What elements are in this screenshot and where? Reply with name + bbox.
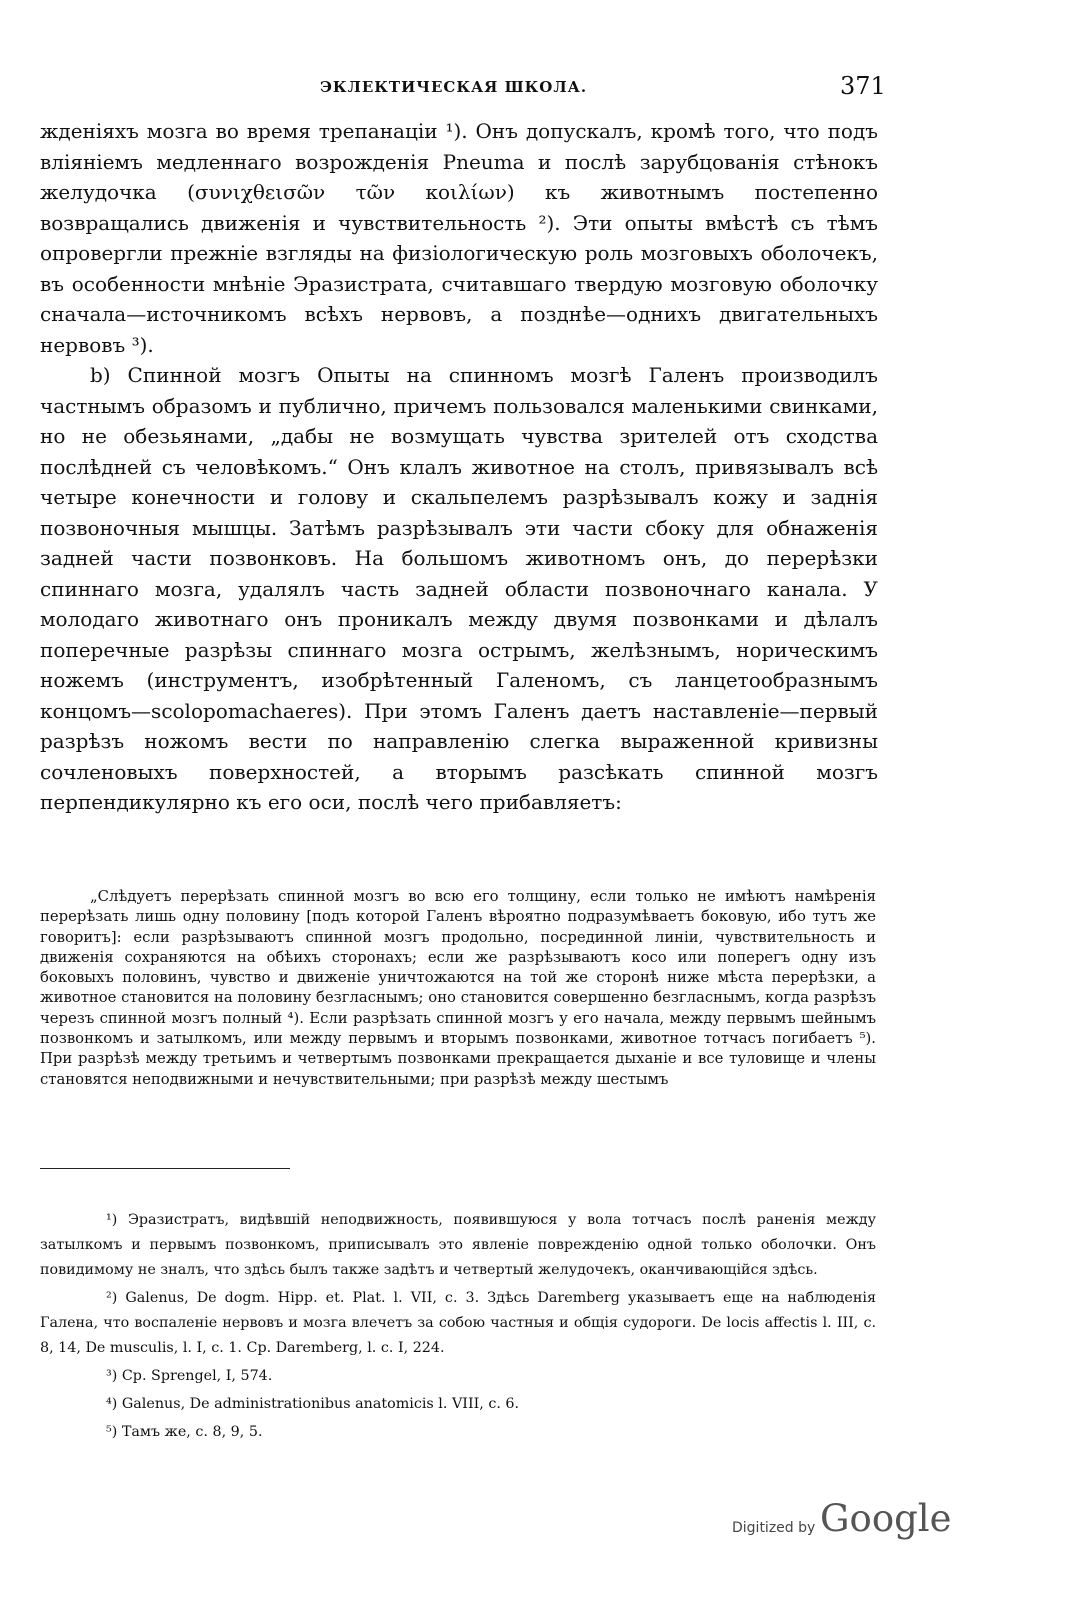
footnote-divider [40,1168,290,1169]
digitized-label: Digitized by [732,1520,816,1536]
footnote: ⁵) Тамъ же, с. 8, 9, 5. [106,1424,263,1440]
paragraph: b) Спинной мозгъ Опыты на спинномъ мозгѣ Галенъ производилъ частнымъ образомъ и публично, причемъ пользовался маленькими свинками, но не обезьянами, „дабы не возмущать чувства зрителей отъ сходства послѣдней съ человѣкомъ.“ Онъ клалъ животное на столъ, привязывалъ всѣ четыре конечности и голову и скальпелемъ разрѣзывалъ кожу и заднія позвоночныя мышцы. Затѣмъ разрѣзывалъ эти части сбоку для обнаженія задней части позвонковъ. На большомъ животномъ онъ, до перерѣзки спиннаго мозга, удалялъ часть задней области позвоночнаго канала. У молодаго животнаго онъ проникалъ между двумя позвонками и дѣлалъ поперечные разрѣзы спиннаго мозга острымъ, желѣзнымъ, норическимъ ножемъ (инструментъ, изобрѣтенный Галеномъ, съ ланцетообразнымъ концомъ—scolopomachaeres). При этомъ Галенъ даетъ наставленіе—первый разрѣзъ ножомъ вести по направленію слегка выраженной кривизны сочленовыхъ поверхностей, а вторымъ разсѣкать спинной мозгъ перпендикулярно къ его оси, послѣ чего прибавляетъ: [40,363,878,814]
block-quote: „Слѣдуетъ перерѣзать спинной мозгъ во всю его толщину, если только не имѣютъ намѣренія перерѣзать лишь одну половину [подъ которой Галенъ вѣроятно подразумѣваетъ боковую, ибо тутъ же говоритъ]: если разрѣзываютъ спинной мозгъ продольно, посрединной линіи, чувствительность и движенія сохраняются на обѣихъ сторонахъ; если же разрѣзываютъ косо или поперегъ одну изъ боковыхъ половинъ, чувство и движеніе уничтожаются на той же сторонѣ ниже мѣста перерѣзки, а животное становится на половину безгласнымъ; оно становится совершенно безгласнымъ, когда разрѣзъ черезъ спинной мозгъ полный ⁴). Если разрѣзать спинной мозгъ у его начала, между первымъ шейнымъ позвонкомъ и затылкомъ, или между первымъ и вторымъ позвонками, животное тотчасъ погибаетъ ⁵). При разрѣзѣ между третьимъ и четвертымъ позвонками прекращается дыханіе и все туловище и члены становятся неподвижными и нечувствительными; при разрѣзѣ между шестымъ [40,888,876,1088]
footnote: ³) Cp. Sprengel, I, 574. [106,1368,273,1384]
google-logo: Google [820,1497,952,1540]
page-number: 371 [840,72,886,100]
paragraph: жденіяхъ мозга во время трепанаціи ¹). Онъ допускалъ, кромѣ того, что подъ вліяніемъ медленнаго возрожденія Pneuma и послѣ зарубцованія стѣнокъ желудочка (συνιχθεισῶν τῶν κοιλίων) къ животнымъ постепенно возвращались движенія и чувствительность ²). Эти опыты вмѣстѣ съ тѣмъ опровергли прежніе взгляды на физіологическую роль мозговыхъ оболочекъ, въ особенности мнѣніе Эразистрата, считавшаго твердую мозговую оболочку сначала—источникомъ всѣхъ нервовъ, а позднѣе—однихъ двигательныхъ нервовъ ³). [40,119,878,357]
digitized-watermark [732,1497,972,1547]
footnote: ²) Galenus, De dogm. Hipp. et. Plat. l. VII, c. 3. Здѣсь Daremberg указываетъ еще на наблюденія Галена, что воспаленіе нервовъ и мозга влечетъ за собою частныя и общія судороги. De locis affectis l. III, c. 8, 14, De musculis, l. I, c. 1. Cp. Daremberg, l. c. I, 224. [40,1290,876,1356]
main-text [40,116,878,818]
running-title: ЭКЛЕКТИЧЕСКАЯ ШКОЛА. [320,78,588,96]
running-head [0,72,1083,102]
footnotes [40,1208,876,1445]
footnote: ⁴) Galenus, De administrationibus anatomicis l. VIII, c. 6. [106,1396,520,1412]
footnote: ¹) Эразистратъ, видѣвшій неподвижность, появившуюся у вола тотчасъ послѣ раненія между затылкомъ и первымъ позвонкомъ, приписывалъ это явленіе поврежденію одной только оболочки. Онъ повидимому не зналъ, что здѣсь былъ также задѣтъ и четвертый желудочекъ, оканчивающійся здѣсь. [40,1212,876,1278]
